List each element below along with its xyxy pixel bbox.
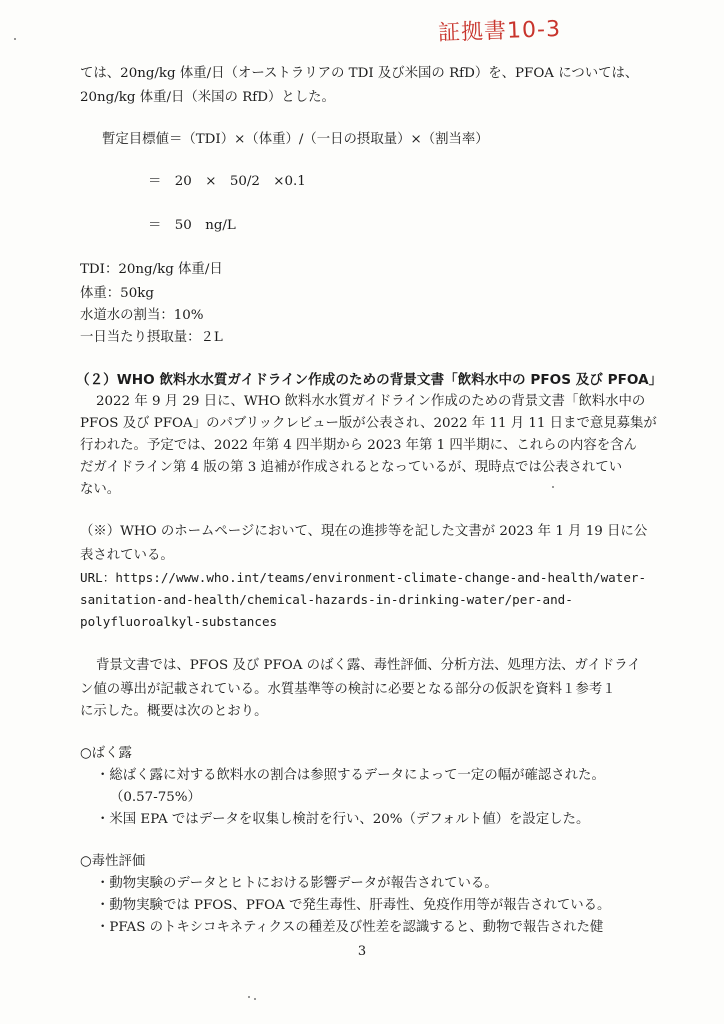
background-line: 背景文書では、PFOS 及び PFOA のばく露、毒性評価、分析方法、処理方法、ガイドライ <box>96 658 641 673</box>
note-line: 表されている。 <box>80 548 174 563</box>
intro-line: 20ng/kg 体重/日（米国の RfD）とした。 <box>80 90 335 105</box>
evidence-stamp: 証拠書10-3 <box>437 16 562 47</box>
url-line: URL：https://www.who.int/teams/environment-climate-change-and-health/water- <box>80 570 647 585</box>
toxicity-bullet: ・動物実験では PFOS、PFOA で発生毒性、肝毒性、免疫作用等が報告されている。 <box>96 898 611 913</box>
paragraph-line: PFOS 及び PFOA」のパブリックレビュー版が公表され、2022 年 11 月 11 日まで意見募集が <box>80 416 657 431</box>
paragraph-line: だガイドライン第 4 版の第 3 追補が作成されるとなっているが、現時点では公表されてい <box>80 460 623 475</box>
scan-speck <box>552 486 554 488</box>
background-line: に示した。概要は次のとおり。 <box>80 704 268 719</box>
exposure-bullet: ・総ばく露に対する飲料水の割合は参照するデータによって一定の幅が確認された。 <box>96 768 605 783</box>
toxicity-heading: ○毒性評価 <box>80 854 146 869</box>
param-line: 水道水の割当：10% <box>80 308 204 323</box>
toxicity-bullet: ・PFAS のトキシコキネティクスの種差及び性差を認識すると、動物で報告された健 <box>96 920 604 935</box>
param-line: TDI：20ng/kg 体重/日 <box>80 262 223 277</box>
param-line: 一日当たり摂取量：２L <box>80 330 223 345</box>
page-number: 3 <box>357 944 367 959</box>
paragraph-line: ない。 <box>80 482 121 497</box>
formula-line: 暫定目標値＝（TDI）×（体重）/（一日の摂取量）×（割当率） <box>102 132 489 147</box>
paragraph-line: 行われた。予定では、2022 年第 4 四半期から 2023 年第 1 四半期に、これらの内容を含ん <box>80 438 637 453</box>
exposure-bullet: ・米国 EPA ではデータを収集し検討を行い、20%（デフォルト値）を設定した。 <box>96 812 590 827</box>
formula-line: ＝ 20 × 50/2 ×0.1 <box>148 174 306 189</box>
exposure-heading: ○ばく露 <box>80 746 132 761</box>
scan-speck <box>248 996 250 998</box>
scan-speck <box>14 38 16 40</box>
note-line: （※）WHO のホームページにおいて、現在の進捗等を記した文書が 2023 年 1 月 19 日に公 <box>80 524 648 539</box>
param-line: 体重：50kg <box>80 286 154 301</box>
scan-speck <box>254 998 256 1000</box>
toxicity-bullet: ・動物実験のデータとヒトにおける影響データが報告されている。 <box>96 876 498 891</box>
url-line: sanitation-and-health/chemical-hazards-in-drinking-water/per-and- <box>80 592 573 607</box>
url-line: polyfluoroalkyl-substances <box>80 614 278 629</box>
exposure-bullet: （0.57-75%） <box>110 790 201 805</box>
section-heading: （２）WHO 飲料水水質ガイドライン作成のための背景文書「飲料水中の PFOS 及び PFOA」 <box>76 372 663 388</box>
formula-line: ＝ 50 ng/L <box>148 218 236 233</box>
intro-line: ては、20ng/kg 体重/日（オーストラリアの TDI 及び米国の RfD）を、PFOA については、 <box>80 66 639 81</box>
paragraph-line: 2022 年 9 月 29 日に、WHO 飲料水水質ガイドライン作成のための背景文書「飲料水中の <box>96 394 646 409</box>
background-line: ン値の導出が記載されている。水質基準等の検討に必要となる部分の仮訳を資料１参考１ <box>80 682 616 697</box>
